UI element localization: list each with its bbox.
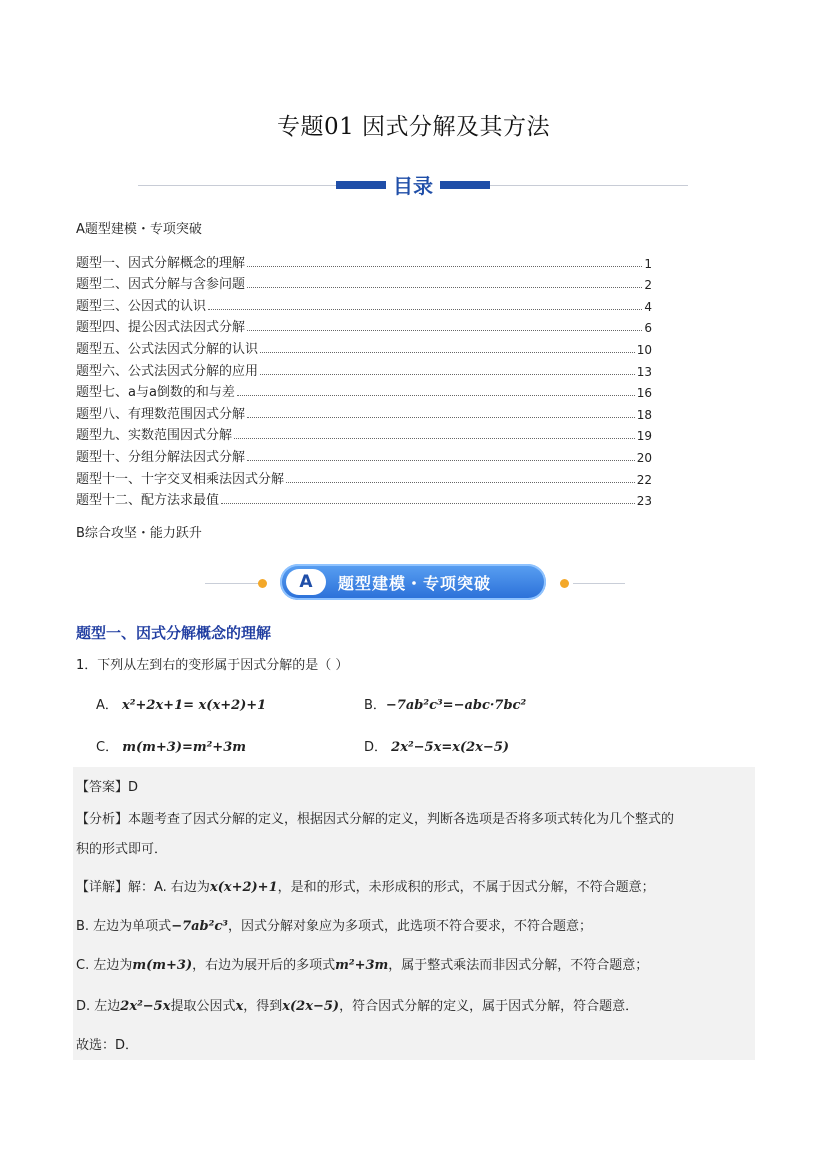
toc-item-title: 题型四、提公因式法因式分解 (76, 320, 246, 336)
toc-item-title: 题型三、公因式的认识 (76, 298, 207, 314)
toc-item[interactable] (76, 249, 652, 271)
toc-item-title: 题型二、因式分解与含参问题 (76, 277, 246, 293)
detail-d-expression-1: 2x²−5x (120, 999, 171, 1014)
toc-item-page: 19 (636, 429, 652, 444)
toc-item[interactable] (76, 292, 652, 314)
detail-c-suffix: ，属于整式乘法而非因式分解，不符合题意； (388, 958, 649, 973)
section-banner (205, 562, 625, 602)
detail-a-prefix: 【详解】解：A. 右边为 (76, 880, 210, 895)
option-c[interactable] (96, 736, 246, 755)
toc-item-page: 13 (636, 364, 652, 379)
toc-item-title: 题型五、公式法因式分解的认识 (76, 341, 259, 357)
toc-item-page: 1 (644, 256, 652, 271)
detail-c-expression-2: m²+3m (335, 958, 389, 973)
question-stem: 1．下列从左到右的变形属于因式分解的是（ ） (76, 658, 349, 673)
toc-item-page: 10 (636, 342, 652, 357)
toc-leader (247, 330, 642, 331)
detail-a-suffix: ，是和的形式，未形成积的形式，不属于因式分解，不符合题意； (277, 880, 655, 895)
toc-leader (237, 395, 635, 396)
toc-item[interactable] (76, 335, 652, 357)
toc-leader (208, 309, 642, 310)
option-b[interactable] (364, 694, 526, 713)
toc-item-title: 题型十二、配方法求最值 (76, 493, 220, 509)
detail-c-prefix: C. 左边为 (76, 958, 133, 973)
detail-d-expression-3: x(2x−5) (282, 999, 340, 1014)
toc-item-page: 6 (644, 321, 652, 336)
banner-dot-right (560, 579, 569, 588)
toc-item-title: 题型八、有理数范围因式分解 (76, 406, 246, 422)
toc-leader (247, 266, 642, 267)
option-d[interactable] (364, 736, 509, 755)
banner-line-right (573, 583, 625, 584)
toc-item-title: 题型十、分组分解法因式分解 (76, 449, 246, 465)
banner-line-left (205, 583, 260, 584)
detail-b-suffix: ，因式分解对象应为多项式，此选项不符合要求，不符合题意； (227, 919, 592, 934)
toc-header (138, 170, 688, 198)
detail-line-b (76, 915, 592, 934)
banner-pill (280, 564, 546, 600)
toc-leader (260, 352, 635, 353)
banner-text: 题型建模・专项突破 (338, 574, 492, 593)
detail-line-d (76, 995, 638, 1014)
toc-item-page: 23 (636, 494, 652, 509)
option-d-label: D． (364, 740, 388, 755)
toc-item-title: 题型七、a与a倒数的和与差 (76, 385, 235, 401)
option-c-label: C． (96, 740, 119, 755)
toc-leader (260, 374, 635, 375)
toc-item[interactable] (76, 357, 652, 379)
detail-d-middle-1: 提取公因式 (170, 999, 236, 1014)
question-type-heading: 题型一、因式分解概念的理解 (76, 624, 272, 642)
toc-header-bar-left (336, 181, 391, 189)
toc-leader (221, 503, 635, 504)
analysis-line-2: 积的形式即可． (76, 842, 168, 857)
detail-d-expression-2: x (235, 999, 244, 1014)
option-c-expression: m(m+3)=m²+3m (122, 740, 247, 755)
toc-leader (247, 287, 642, 288)
option-a[interactable] (96, 694, 266, 713)
toc-item[interactable] (76, 271, 652, 293)
detail-d-prefix: D. 左边 (76, 999, 121, 1014)
option-d-expression: 2x²−5x=x(2x−5) (391, 740, 510, 755)
detail-d-suffix: ，符合因式分解的定义，属于因式分解，符合题意． (339, 999, 639, 1014)
toc-item-page: 16 (636, 386, 652, 401)
banner-dot-left (258, 579, 267, 588)
toc-item-page: 20 (636, 450, 652, 465)
toc-leader (247, 460, 635, 461)
toc-label: 目录 (386, 170, 440, 199)
toc-item-title: 题型六、公式法因式分解的应用 (76, 363, 259, 379)
analysis-line-1: 【分析】本题考查了因式分解的定义，根据因式分解的定义，判断各选项是否将多项式转化为几个整式的 (76, 812, 675, 827)
toc-item[interactable] (76, 314, 652, 336)
toc-item[interactable] (76, 400, 652, 422)
detail-c-expression-1: m(m+3) (132, 958, 193, 973)
conclusion-line: 故选：D． (76, 1038, 139, 1053)
banner-badge: A (286, 569, 326, 595)
toc-item[interactable] (76, 465, 652, 487)
toc-section-b[interactable]: B综合攻坚・能力跃升 (76, 526, 202, 541)
toc-item[interactable] (76, 487, 652, 509)
toc-item-title: 题型十一、十字交叉相乘法因式分解 (76, 471, 285, 487)
toc-list (76, 249, 652, 508)
option-a-expression: x²+2x+1= x(x+2)+1 (122, 698, 267, 713)
detail-a-expression: x(x+2)+1 (209, 880, 278, 895)
toc-leader (286, 482, 635, 483)
option-b-expression: −7ab²c³=−abc·7bc² (385, 698, 527, 713)
toc-leader (247, 417, 635, 418)
toc-item-page: 18 (636, 407, 652, 422)
toc-item-title: 题型九、实数范围因式分解 (76, 428, 233, 444)
detail-c-middle: ，右边为展开后的多项式 (192, 958, 336, 973)
detail-b-prefix: B. 左边为单项式 (76, 919, 172, 934)
toc-leader (234, 438, 635, 439)
detail-line-a (76, 876, 655, 895)
toc-header-bar-right (435, 181, 490, 189)
option-b-label: B． (364, 698, 386, 713)
detail-line-c (76, 954, 648, 973)
detail-b-expression: −7ab²c³ (171, 919, 228, 934)
page-title: 专题01 因式分解及其方法 (276, 114, 551, 140)
toc-item[interactable] (76, 379, 652, 401)
toc-item[interactable] (76, 422, 652, 444)
toc-item[interactable] (76, 443, 652, 465)
toc-item-title: 题型一、因式分解概念的理解 (76, 255, 246, 271)
answer-line: 【答案】D (76, 780, 139, 795)
option-a-label: A． (96, 698, 118, 713)
toc-item-page: 4 (644, 299, 652, 314)
toc-item-page: 22 (636, 472, 652, 487)
toc-item-page: 2 (644, 278, 652, 293)
toc-section-a[interactable]: A题型建模・专项突破 (76, 222, 202, 237)
detail-d-middle-2: ，得到 (243, 999, 283, 1014)
